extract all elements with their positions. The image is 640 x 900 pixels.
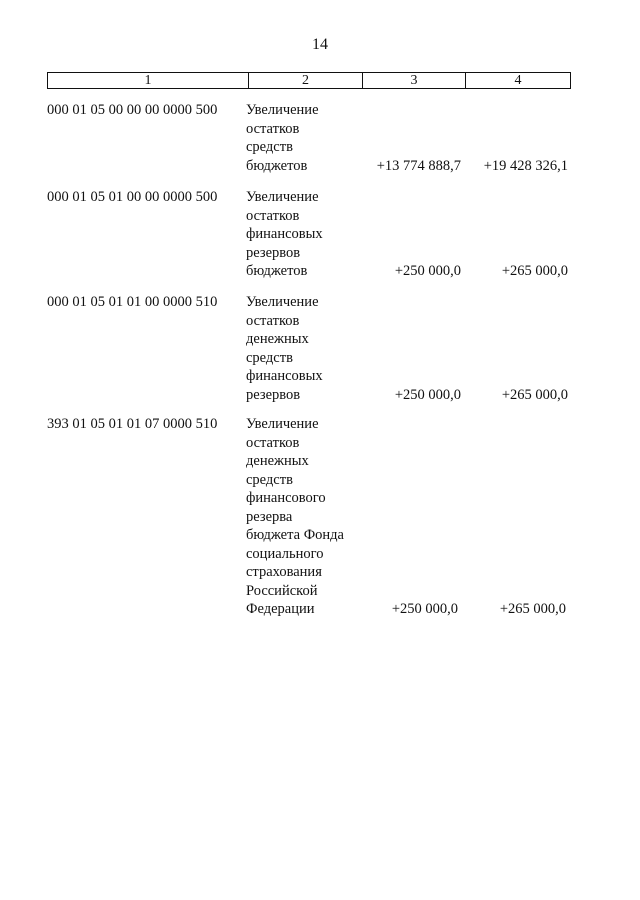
name-line: резерва: [246, 508, 293, 525]
name-line: бюджетов: [246, 263, 308, 279]
name-line: денежных: [246, 453, 309, 469]
name-line: средств: [246, 349, 293, 366]
name-line: бюджета Фонда: [246, 527, 344, 543]
name-line: Увеличение: [246, 189, 319, 205]
name-line: Увеличение: [246, 102, 319, 118]
budget-code: 000 01 05 00 00 00 0000 500: [47, 102, 218, 118]
name-line: резервов: [246, 386, 301, 403]
name-line: средств: [246, 471, 293, 488]
name-line: бюджетов: [246, 157, 308, 174]
header-col-3: 3: [363, 73, 466, 88]
value-col-3: +250 000,0: [394, 386, 461, 403]
name-line: денежных: [246, 331, 309, 347]
name-line: средств: [246, 139, 293, 155]
value-col-3: +250 000,0: [394, 263, 461, 279]
table-row: [47, 101, 571, 181]
header-col-4: 4: [514, 73, 522, 88]
value-col-3: +250 000,0: [391, 601, 458, 617]
name-line: Федерации: [246, 601, 315, 617]
page-number: 14: [312, 36, 328, 53]
name-line: остатков: [246, 120, 300, 137]
name-line: Увеличение: [246, 416, 319, 432]
table-row: [47, 293, 571, 408]
name-line: финансовых: [246, 368, 323, 384]
name-line: страхования: [246, 564, 322, 580]
name-line: остатков: [246, 434, 300, 451]
budget-code: 000 01 05 01 01 00 0000 510: [47, 294, 218, 310]
header-col-1: 1: [48, 73, 249, 88]
value-col-4: +19 428 326,1: [483, 157, 568, 174]
name-line: остатков: [246, 207, 300, 224]
budget-code: 393 01 05 01 01 07 0000 510: [47, 416, 218, 432]
name-line: остатков: [246, 312, 300, 329]
name-line: Российской: [246, 582, 318, 599]
value-col-4: +265 000,0: [501, 386, 568, 403]
value-col-4: +265 000,0: [501, 263, 568, 279]
header-col-2: 2: [249, 73, 363, 88]
table-row: [47, 188, 571, 288]
table-row: [47, 415, 571, 625]
table-header: [47, 72, 571, 89]
name-line: социального: [246, 545, 324, 562]
budget-code: 000 01 05 01 00 00 0000 500: [47, 189, 218, 205]
name-line: резервов: [246, 244, 301, 261]
name-line: финансовых: [246, 226, 323, 242]
row-name: [246, 415, 366, 619]
name-line: Увеличение: [246, 294, 319, 310]
name-line: финансового: [246, 490, 326, 506]
value-col-4: +265 000,0: [499, 601, 566, 617]
value-col-3: +13 774 888,7: [376, 157, 461, 174]
